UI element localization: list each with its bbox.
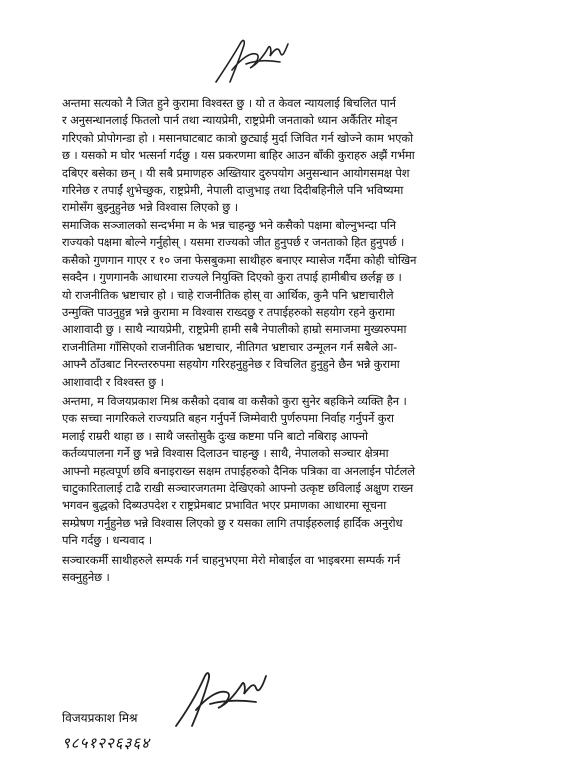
text-line: सक्नुहुनेछ । [62, 570, 110, 585]
text-line: भगवन बुद्धको दिब्यउपदेश र राष्ट्रप्रेमबाट प्रभावित भएर प्रमाणका आधारमा सूचना [62, 498, 387, 513]
signer-name: विजयप्रकाश मिश्र [62, 711, 138, 725]
paragraph-3 [62, 393, 530, 550]
text-line: यो राजनीतिक भ्रष्टाचार हो । चाहे राजनीतिक होस् वा आर्थिक, कुनै पनि भ्रष्टाचारीले [62, 287, 394, 302]
text-line: सम्प्रेषण गर्नुहुनेछ भन्ने विश्वास लिएको छु र यसका लागि तपाईहरुलाई हार्दिक अनुरोध [62, 515, 403, 530]
text-line: आफ्नो महत्वपूर्ण छवि बनाइराख्न सक्षम तपाईहरुको दैनिक पत्रिका वा अनलाईन पोर्टलले [62, 463, 415, 478]
text-line: आशावादी छु । साथै न्यायप्रेमी, राष्ट्रप्रेमी हामी सबै नेपालीको हाम्रो समाजमा मुख्यरुपमा [62, 322, 407, 337]
text-line: कसैको गुणगान गाएर र १० जना फेसबुकमा साथीहरु बनाएर म्यासेज गर्दैमा कोही चोखिन [62, 252, 417, 267]
text-line: गरिनेछ र तपाईं शुभेच्छुक, राष्ट्रप्रेमी, नेपाली दाजुभाइ तथा दिदीबहिनीले पनि भविष्यमा [62, 183, 404, 198]
text-line: चाटुकारितालाई टाढै राखी सञ्चारजगतमा देखिएको आफ्नो उत्कृष्ट छविलाई अक्षुण राख्न [62, 481, 414, 496]
text-line: र अनुसन्धानलाई फितलो पार्न तथा न्यायप्रेमी, राष्ट्रप्रेमी जनताको ध्यान अर्कैतिर मोड्न [62, 113, 398, 128]
text-line: आशावादी र विश्वस्त छु । [62, 374, 164, 389]
text-line: अन्तमा, म विजयप्रकाश मिश्र कसैको दवाब वा कसैको कुरा सुनेर बहकिने व्यक्ति हैन । [62, 394, 407, 408]
text-line: दबिएर बसेका छन् । यी सबै प्रमाणहरु अख्तियार दुरुपयोग अनुसन्धान आयोगसमक्ष पेश [62, 165, 410, 180]
text-line: अन्तमा सत्यको नै जित हुने कुरामा विश्वस्त छु । यो त केवल न्यायलाई बिचलित पार्न [62, 96, 396, 110]
phone-number: ९८५१२२६३६४ [62, 734, 151, 752]
text-line: छ । यसको म घोर भत्सर्ना गर्दछु । यस प्रकरणमा बाहिर आउन बाँकी कुराहरु अझैं गर्भमा [62, 148, 415, 163]
text-line: एक सच्चा नागरिकले राज्यप्रति बहन गर्नुपर्ने जिम्मेवारी पुर्णरुपमा निर्वाह गर्नुपर्ने कुरा [62, 411, 394, 426]
paragraph-2 [62, 217, 530, 391]
signature-bottom [170, 660, 280, 735]
text-line: पनि गर्दछु । धन्यवाद । [62, 533, 153, 548]
text-line: सञ्चारकर्मी साथीहरुले सम्पर्क गर्न चाहनुभएमा मेरो मोबाईल वा भाइबरमा सम्पर्क गर्न [62, 553, 401, 567]
text-line: रामोसँग बुझ्नुहुनेछ भन्ने विश्वास लिएको छु । [62, 200, 238, 215]
text-line: राजनीतिमा गाँसिएको राजनीतिक भ्रष्टाचार, नीतिगत भ्रष्टाचार उन्मूलन गर्न सबैले आ- [62, 339, 398, 354]
text-line: उन्मुक्ति पाउनुहुन्न भन्ने कुरामा म विश्वास राख्दछु र तपाईहरुको सहयोग रहने कुरामा [62, 305, 395, 320]
text-line: समाजिक सञ्जालको सन्दर्भमा म के भन्न चाहन्छु भने कसैको पक्षमा बोल्नुभन्दा पनि [62, 218, 396, 232]
signature-top [210, 30, 300, 90]
text-line: गरिएको प्रोपोगन्डा हो । मसानघाटबाट कात्रो छुट्याई मुर्दा जिवित गर्न खोज्ने काम भएको [62, 130, 413, 145]
paragraph-1 [62, 95, 530, 217]
paragraph-4 [62, 552, 530, 587]
text-line: राज्यको पक्षमा बोल्ने गर्नुहोस् । यसमा राज्यको जीत हुनुपर्छ र जनताको हित हुनुपर्छ । [62, 235, 405, 250]
text-line: मलाई राम्ररी थाहा छ । साथै जस्तोसुकै दुःख कष्टमा पनि बाटो नबिराइ आफ्नो [62, 428, 368, 443]
text-line: आफ्नै ठाँउबाट निरन्तररुपमा सहयोग गरिरहनुहुनेछ र विचलित हुनुहुने छैन भन्ने कुरामा [62, 357, 400, 372]
text-line: कर्तव्यपालना गर्ने छु भन्ने विश्वास दिलाउन चाहन्छु । साथै, नेपालको सञ्चार क्षेत्रमा [62, 446, 389, 461]
text-line: सक्दैन । गुणगानकै आधारमा राज्यले नियुक्ति दिएको कुरा तपाई हामीबीच छर्लङ्ग छ । [62, 270, 402, 285]
